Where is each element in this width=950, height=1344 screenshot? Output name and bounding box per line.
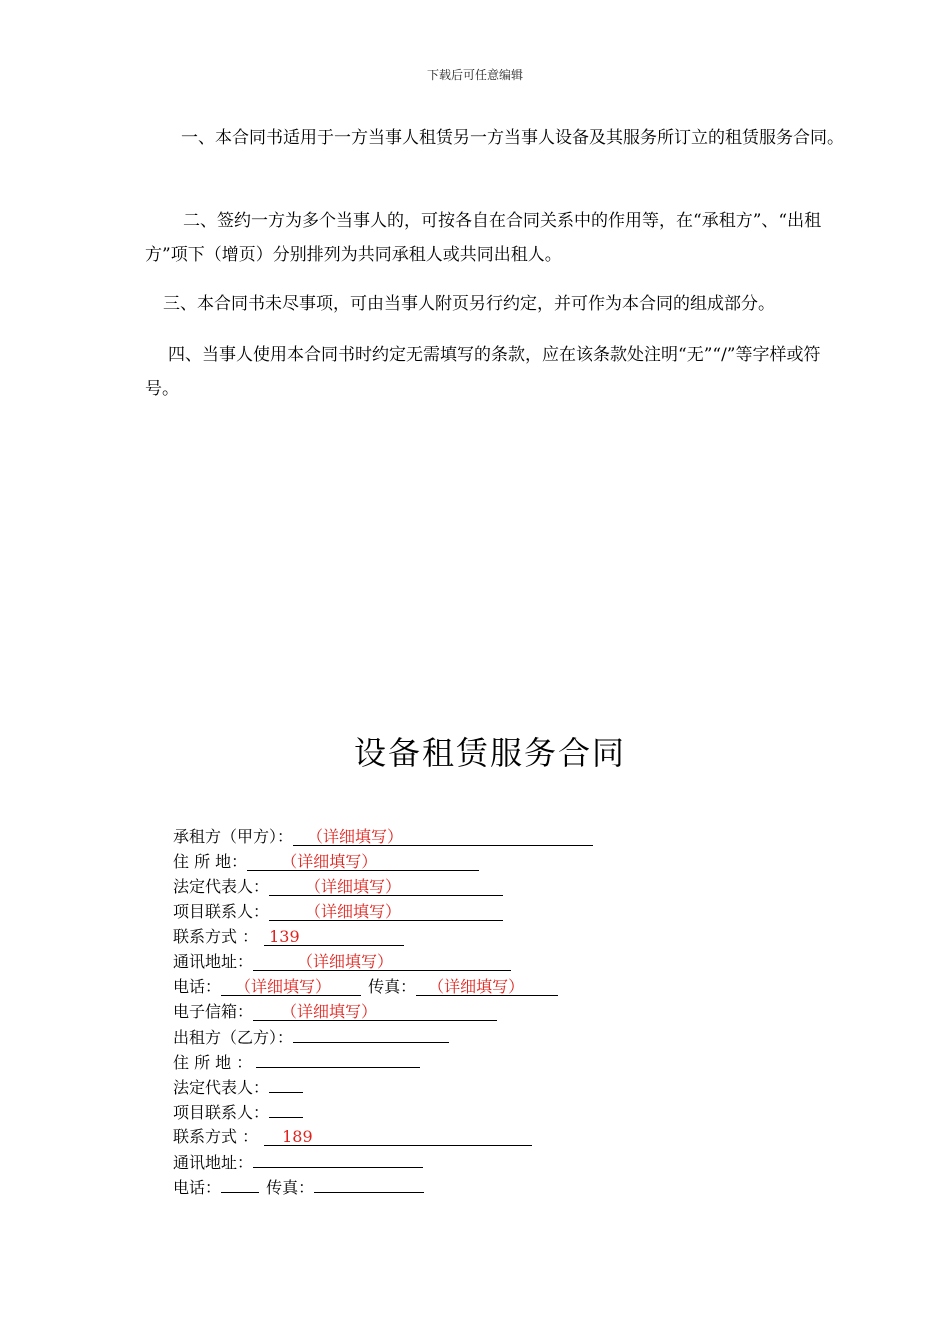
lessor-contact-input[interactable]: 189 [264, 1127, 532, 1146]
lessor-fax-input[interactable] [314, 1174, 424, 1193]
lessor-mail-address-input[interactable] [253, 1149, 423, 1168]
lessor-fax-label: 传真： [266, 1178, 315, 1197]
lessor-contact-person-input[interactable] [269, 1099, 303, 1118]
lessee-legal-rep-label: 法定代表人： [173, 877, 270, 896]
lessee-phone-label: 电话： [173, 977, 222, 996]
lessee-contact-person-label: 项目联系人： [173, 902, 270, 921]
lessee-mail-address-label: 通讯地址： [173, 952, 254, 971]
instruction-1: 一、本合同书适用于一方当事人租赁另一方当事人设备及其服务所订立的租赁服务合同。 [181, 128, 844, 148]
lessor-contact-person-row [173, 1099, 593, 1124]
lessor-mail-address-row [173, 1149, 593, 1174]
lessor-address-label: 住 所 地 ： [173, 1053, 253, 1072]
lessee-row [173, 824, 593, 849]
instruction-4: 四、当事人使用本合同书时约定无需填写的条款，应在该条款处注明“无”“/”等字样或符号。 [145, 345, 821, 399]
lessee-email-input[interactable]: （详细填写） [253, 1002, 497, 1021]
contract-title: 设备租赁服务合同 [353, 734, 626, 772]
lessor-row [173, 1024, 593, 1049]
lessor-legal-rep-row [173, 1074, 593, 1099]
lessee-legal-rep-row [173, 874, 593, 899]
lessor-address-row [173, 1049, 593, 1074]
lessee-fax-label: 传真： [368, 977, 417, 996]
lessor-legal-rep-label: 法定代表人： [173, 1078, 270, 1097]
lessee-contact-person-row [173, 899, 593, 924]
lessee-mail-address-input[interactable]: （详细填写） [253, 952, 511, 971]
lessor-legal-rep-input[interactable] [269, 1074, 303, 1093]
lessee-email-label: 电子信箱： [173, 1002, 254, 1021]
lessee-fax-input[interactable]: （详细填写） [416, 977, 558, 996]
page-header: 下载后可任意编辑 [426, 68, 523, 82]
lessor-mail-address-label: 通讯地址： [173, 1153, 254, 1172]
lessor-phone-fax-row [173, 1174, 593, 1199]
lessor-contact-label: 联系方式 ： [173, 1127, 259, 1146]
lessee-contact-label: 联系方式 ： [173, 927, 259, 946]
lessee-address-label: 住 所 地： [173, 852, 248, 871]
lessor-phone-input[interactable] [221, 1174, 259, 1193]
lessee-contact-row [173, 924, 593, 949]
instruction-2: 二、签约一方为多个当事人的，可按各自在合同关系中的作用等，在“承租方”、“出租方”项下（增页）分别排列为共同承租人或共同出租人。 [145, 211, 822, 265]
lessee-address-row [173, 849, 593, 874]
lessor-phone-label: 电话： [173, 1178, 222, 1197]
lessee-mail-address-row [173, 949, 593, 974]
lessee-contact-input[interactable]: 139 [264, 927, 404, 946]
lessee-phone-fax-row [173, 974, 593, 999]
instruction-3: 三、本合同书未尽事项，可由当事人附页另行约定，并可作为本合同的组成部分。 [163, 294, 775, 314]
party-info-form [173, 824, 593, 1199]
lessee-input[interactable]: （详细填写） [293, 827, 593, 846]
lessee-contact-person-input[interactable]: （详细填写） [269, 902, 503, 921]
lessee-address-input[interactable]: （详细填写） [247, 852, 479, 871]
lessor-label: 出租方（乙方）： [173, 1028, 294, 1047]
lessee-phone-input[interactable]: （详细填写） [221, 977, 361, 996]
lessor-address-input[interactable] [256, 1049, 420, 1068]
lessee-label: 承租方（甲方）： [173, 827, 294, 846]
lessor-input[interactable] [293, 1024, 449, 1043]
lessor-contact-person-label: 项目联系人： [173, 1103, 270, 1122]
lessee-legal-rep-input[interactable]: （详细填写） [269, 877, 503, 896]
lessor-contact-row [173, 1124, 593, 1149]
lessee-email-row [173, 999, 593, 1024]
